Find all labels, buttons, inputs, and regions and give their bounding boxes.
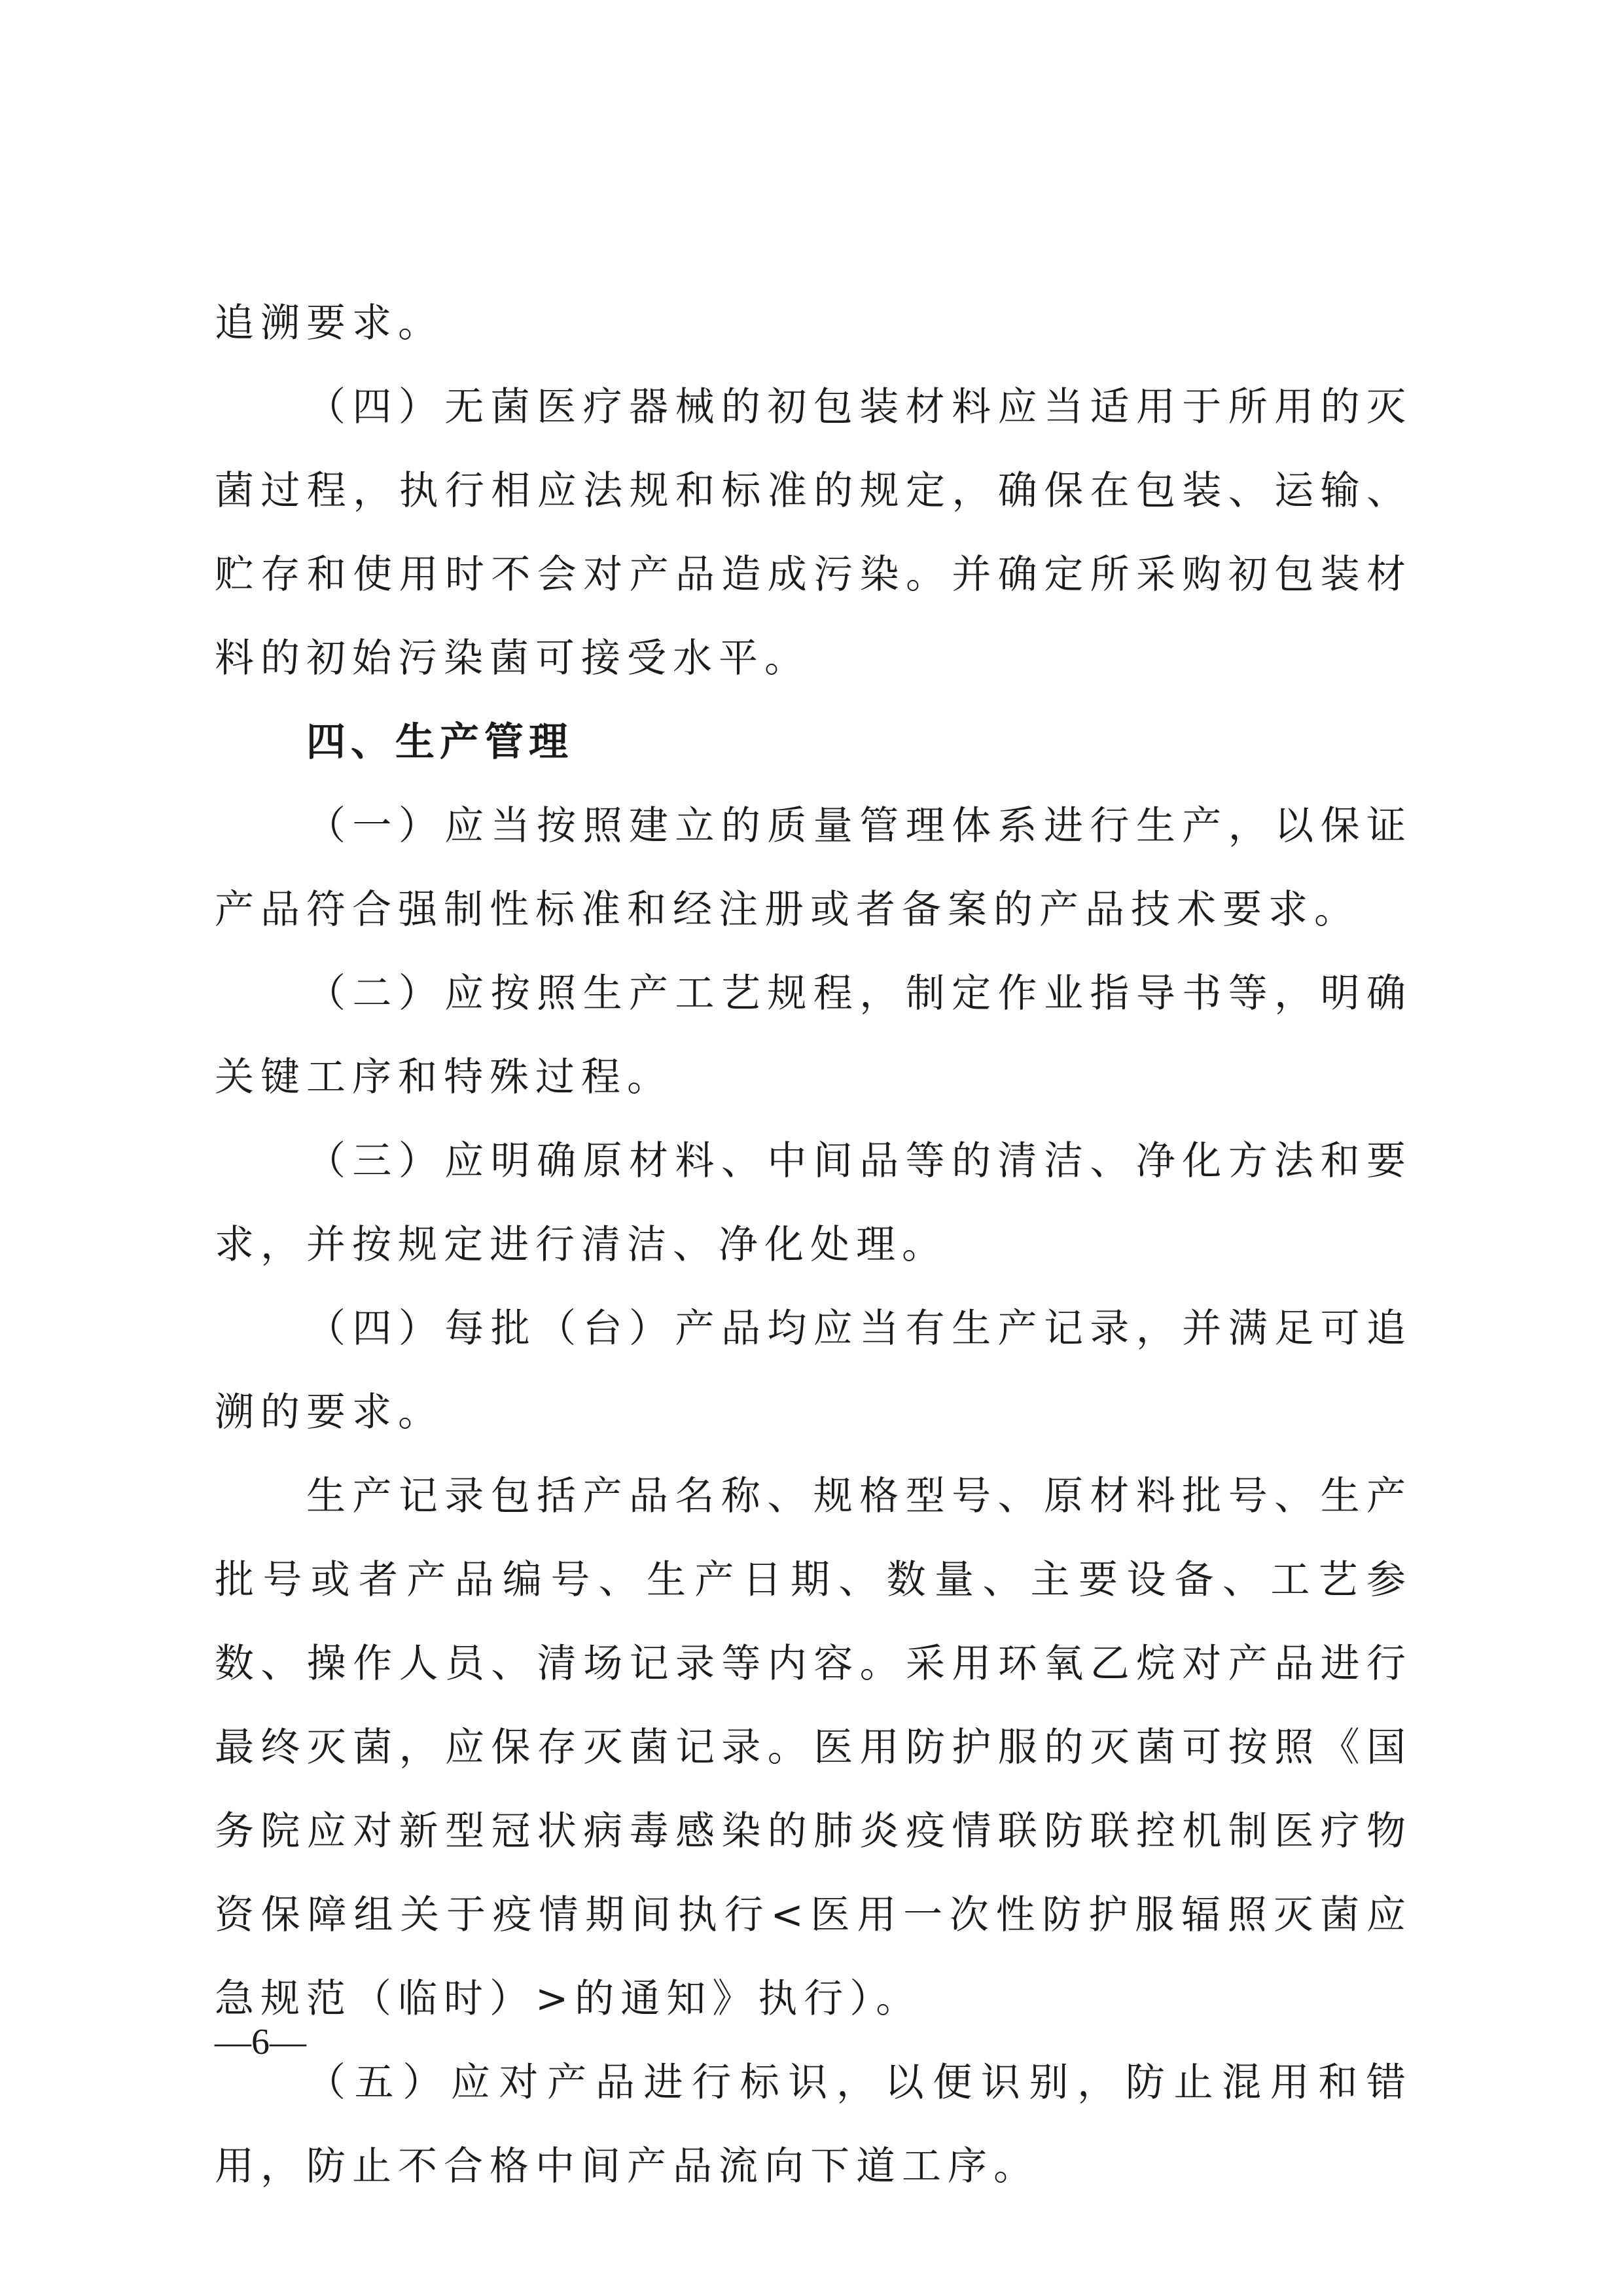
paragraph-batch-records: （四）每批（台）产品均应当有生产记录，并满足可追溯的要求。 xyxy=(215,1306,1412,1435)
document-body xyxy=(215,281,1412,2208)
paragraph-product-identification: （五）应对产品进行标识，以便识别，防止混用和错用，防止不合格中间产品流向下道工序。 xyxy=(215,2060,1412,2189)
paragraph-record-contents: 生产记录包括产品名称、规格型号、原材料批号、生产批号或者产品编号、生产日期、数量、主要设备、工艺参数、操作人员、清场记录等内容。采用环氧乙烷对产品进行最终灭菌，应保存灭菌记录。医用防护服的灭菌可按照《国务院应对新型冠状病毒感染的肺炎疫情联防联控机制医疗物资保障组关于疫情期间执行<医用一次性防护服辐照灭菌应急规范（临时）>的通知》执行）。 xyxy=(215,1473,1412,2022)
section-heading-production-management: 四、生产管理 xyxy=(306,719,573,765)
paragraph-packaging-materials: （四）无菌医疗器械的初包装材料应当适用于所用的灭菌过程，执行相应法规和标准的规定，确保在包装、运输、贮存和使用时不会对产品造成污染。并确定所采购初包装材料的初始污染菌可接受水平。 xyxy=(215,384,1412,681)
paragraph-continuation: 追溯要求。 xyxy=(215,300,444,346)
paragraph-cleaning: （三）应明确原材料、中间品等的清洁、净化方法和要求，并按规定进行清洁、净化处理。 xyxy=(215,1138,1412,1268)
page-number: —6— xyxy=(215,2022,306,2062)
paragraph-quality-system: （一）应当按照建立的质量管理体系进行生产，以保证产品符合强制性标准和经注册或者备案的产品技术要求。 xyxy=(215,803,1412,933)
paragraph-work-instructions: （二）应按照生产工艺规程，制定作业指导书等，明确关键工序和特殊过程。 xyxy=(215,971,1412,1100)
